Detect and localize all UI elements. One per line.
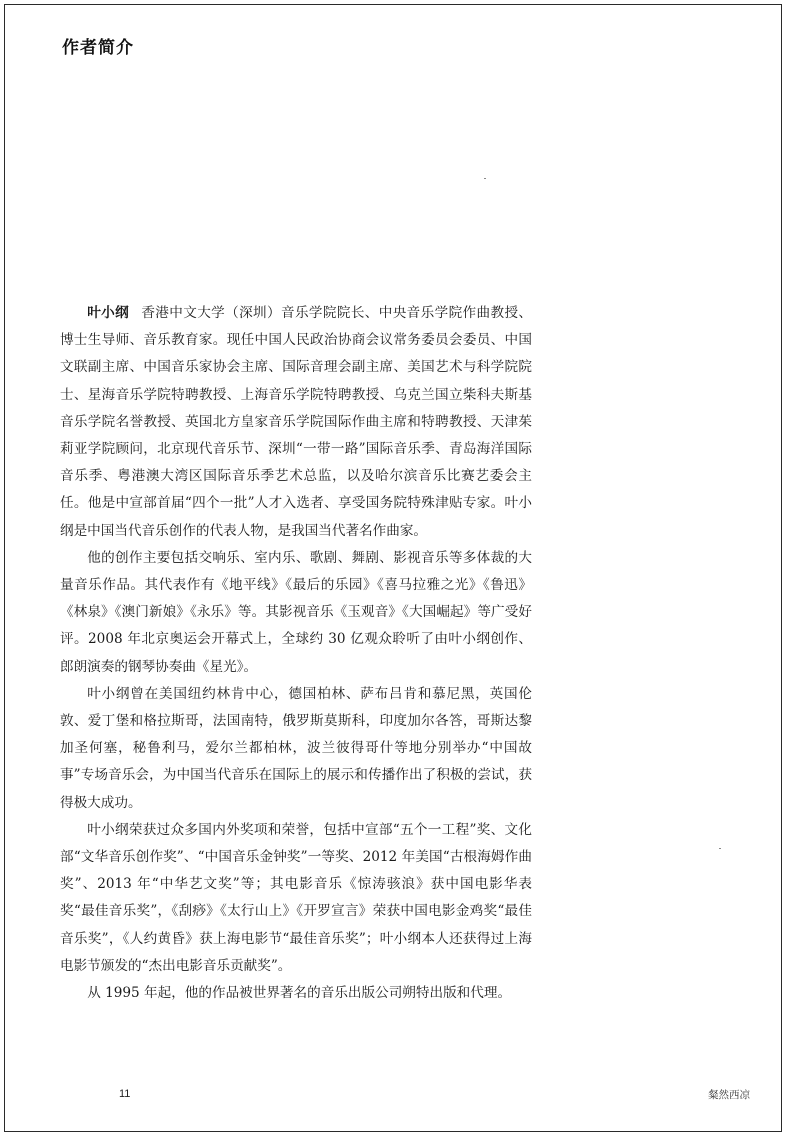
bio-paragraph: 从 1995 年起，他的作品被世界著名的音乐出版公司朔特出版和代理。 — [87, 985, 512, 1002]
scan-speck — [484, 178, 486, 179]
scan-speck — [719, 848, 721, 849]
section-title: 作者简介 — [62, 38, 134, 58]
bio-paragraph-text: 香港中文大学（深圳）音乐学院院长、中央音乐学院作曲教授、博士生导师、音乐教育家。现任中国人民政治协商会议常务委员会委员、中国文联副主席、中国音乐家协会主席、国际音理会副主席、美国艺术与科学院院士、星海音乐学院特聘教授、上海音乐学院特聘教授、乌克兰国立柴科夫斯基音乐学院名誉教授、英国北方皇家音乐学院国际作曲主席和特聘教授、天津茱莉亚学院顾问，北京现代音乐节、深圳“一带一路”国际音乐季、青岛海洋国际音乐季、粤港澳大湾区国际音乐季艺术总监，以及哈尔滨音乐比赛艺委会主任。他是中宣部首届“四个一批”人才入选者、享受国务院特殊津贴专家。叶小纲是中国当代音乐创作的代表人物，是我国当代著名作曲家。 — [60, 305, 533, 539]
bio-paragraph: 他的创作主要包括交响乐、室内乐、歌剧、舞剧、影视音乐等多体裁的大量音乐作品。其代表作有《地平线》《最后的乐园》《喜马拉雅之光》《鲁迅》《林泉》《澳门新娘》《永乐》等。其影视音乐《玉观音》《大国崛起》等广受好评。2008 年北京奥运会开幕式上，全球约 30 亿观众聆听了由叶小纲创作、郎朗演奏的钢琴协奏曲《星光》。 — [60, 549, 532, 675]
biography-body — [60, 300, 532, 1007]
running-footer-title: 粲然西凉 — [708, 1089, 750, 1101]
page-number: 11 — [119, 1088, 131, 1100]
bio-paragraph: 叶小纲荣获过众多国内外奖项和荣誉，包括中宣部“五个一工程”奖、文化部“文华音乐创作奖”、“中国音乐金钟奖”一等奖、2012 年美国“古根海姆作曲奖”、2013 年“中华艺文奖”等；其电影音乐《惊涛骇浪》获中国电影华表奖“最佳音乐奖”，《刮痧》《太行山上》《开罗宣言》荣获中国电影金鸡奖“最佳音乐奖”，《人约黄昏》获上海电影节“最佳音乐奖”；叶小纲本人还获得过上海电影节颁发的“杰出电影音乐贡献奖”。 — [60, 821, 532, 974]
bio-paragraph: 叶小纲曾在美国纽约林肯中心，德国柏林、萨布吕肯和慕尼黑，英国伦敦、爱丁堡和格拉斯哥，法国南特，俄罗斯莫斯科，印度加尔各答，哥斯达黎加圣何塞，秘鲁利马，爱尔兰都柏林，波兰彼得哥什等地分别举办“中国故事”专场音乐会，为中国当代音乐在国际上的展示和传播作出了积极的尝试，获得极大成功。 — [60, 685, 532, 811]
bio-paragraph — [60, 300, 532, 545]
author-name: 叶小纲 — [87, 305, 130, 321]
